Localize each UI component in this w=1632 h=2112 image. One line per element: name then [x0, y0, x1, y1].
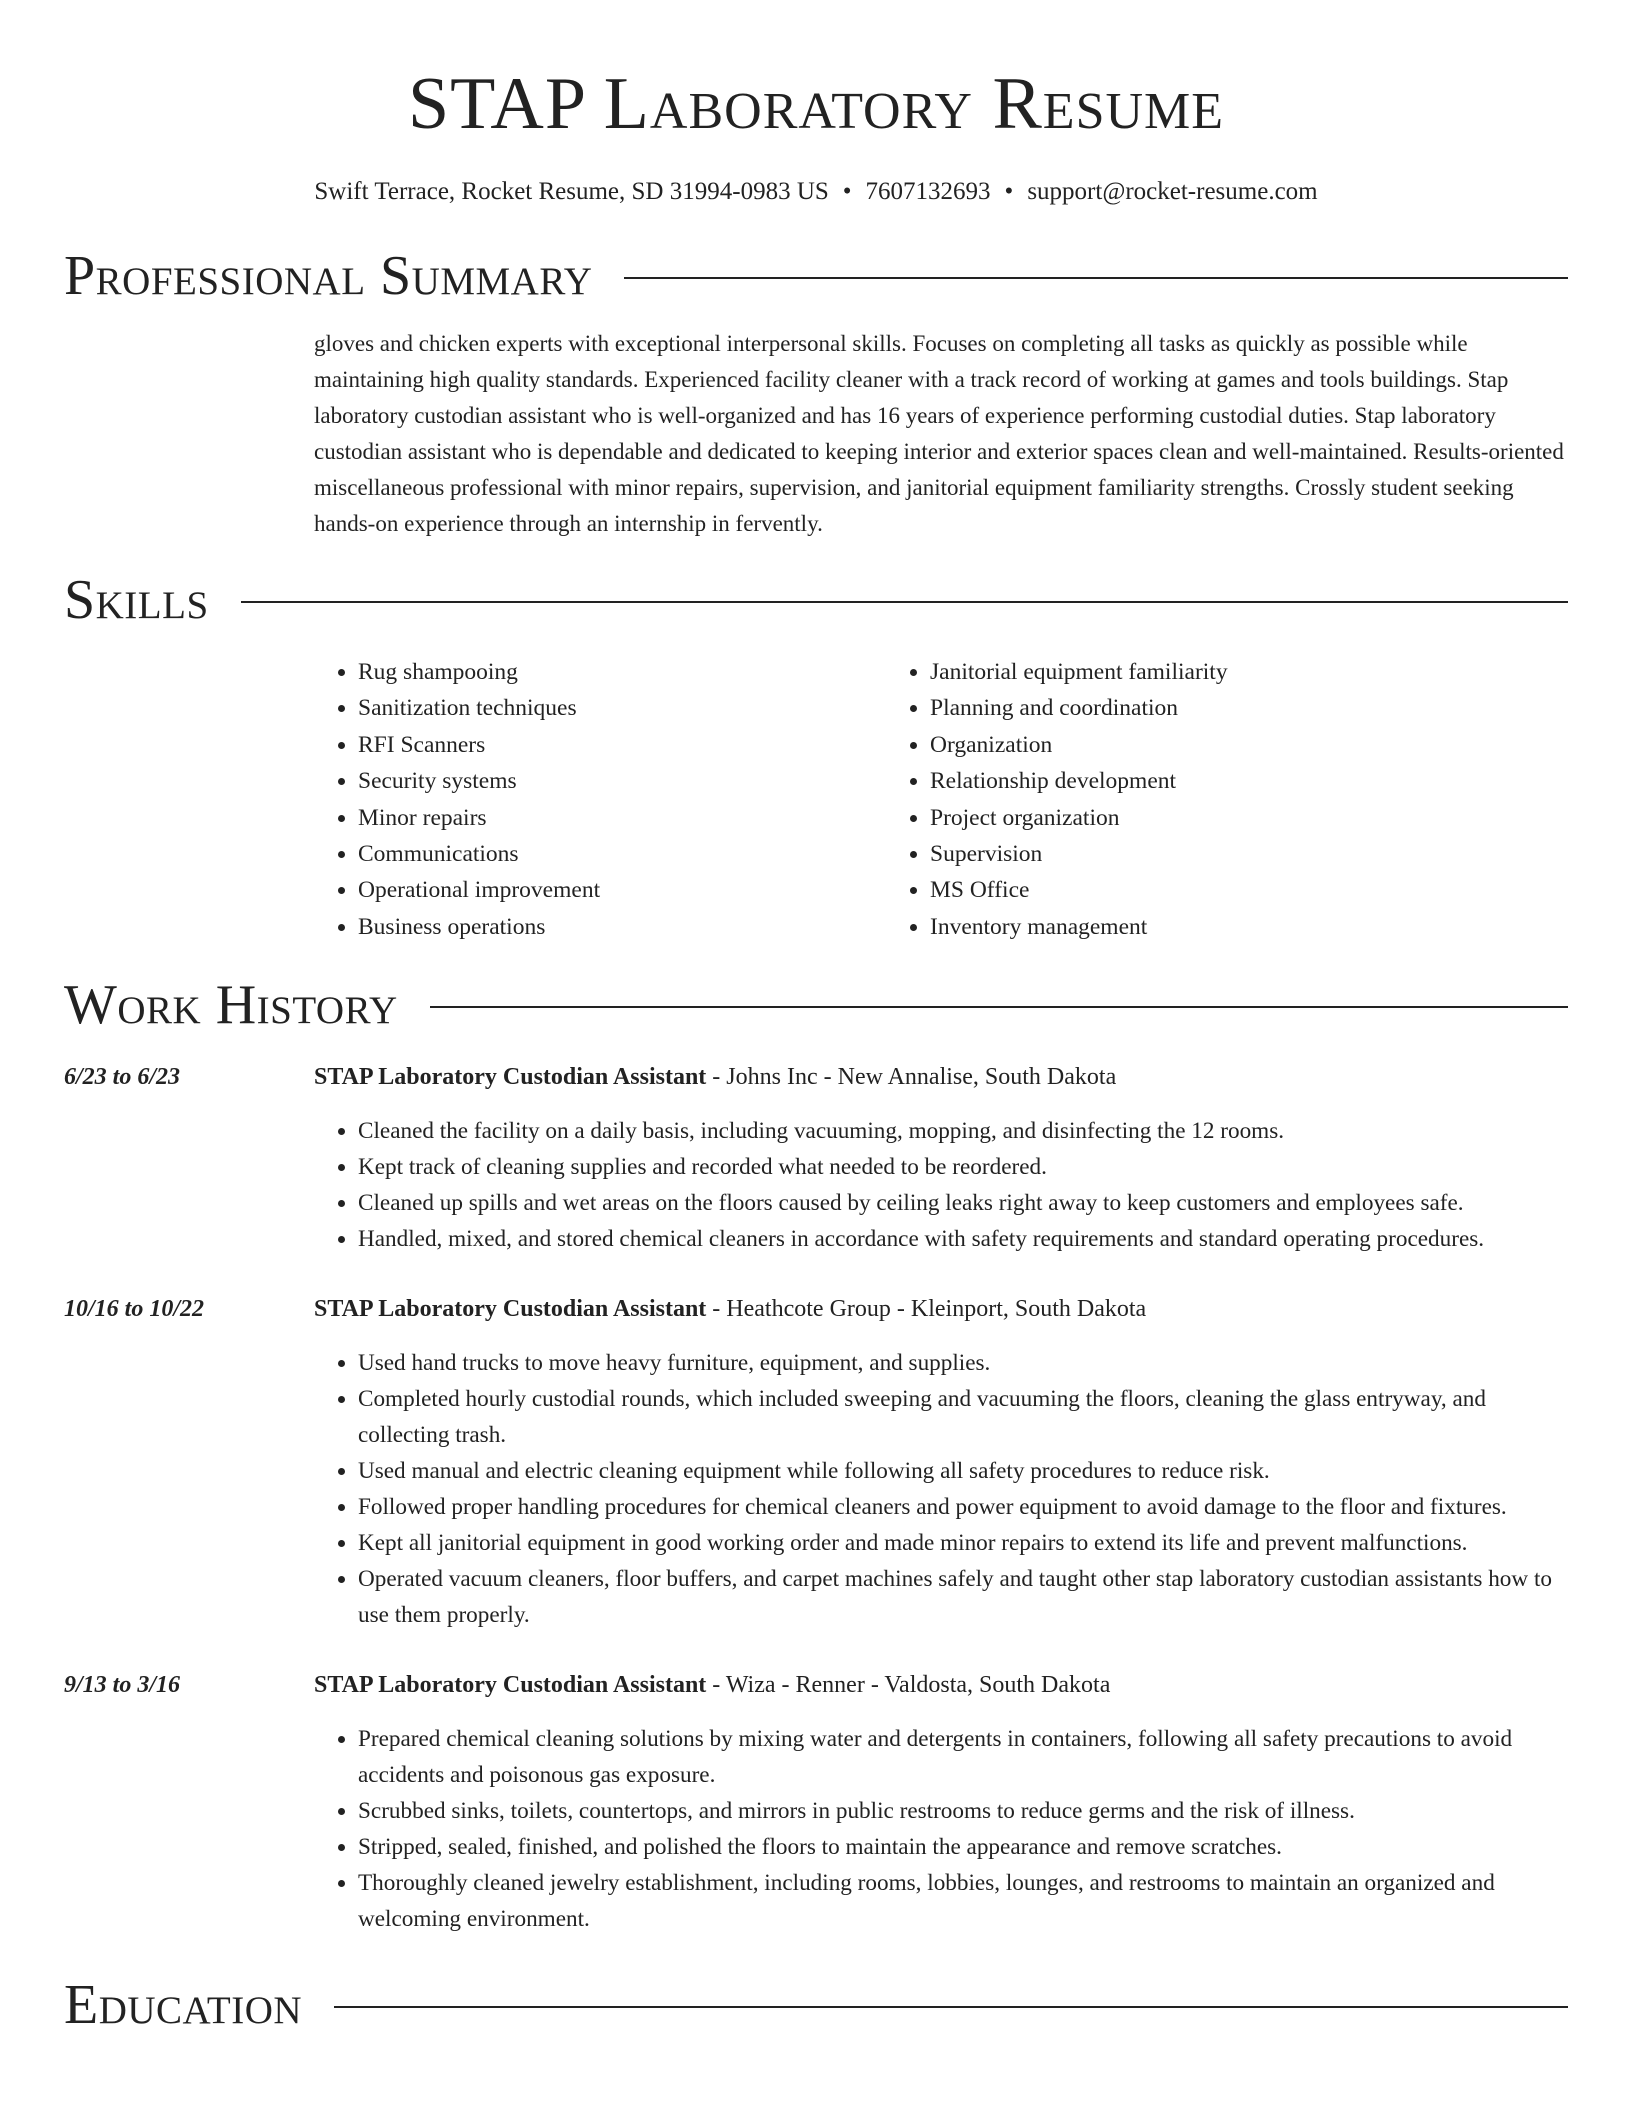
contact-email: support@rocket-resume.com	[1027, 178, 1318, 205]
job-duty-item: • Scrubbed sinks, toilets, countertops, and mirrors in public restrooms to reduce germs and the risk of illness.	[358, 1793, 1568, 1829]
job-duty-item: • Stripped, sealed, finished, and polished the floors to maintain the appearance and remove scratches.	[358, 1829, 1568, 1865]
job-duty-item: • Prepared chemical cleaning solutions by mixing water and detergents in containers, following all safety precautions to avoid accidents and poisonous gas exposure.	[358, 1721, 1568, 1793]
job-body	[314, 1059, 1568, 1257]
skill-item: • Security systems	[358, 763, 886, 799]
job-employer: - Heathcote Group - Kleinport, South Dakota	[706, 1296, 1147, 1323]
job-dates: 6/23 to 6/23	[64, 1064, 181, 1091]
contact-separator: •	[1004, 178, 1014, 205]
job-title: STAP Laboratory Custodian Assistant	[314, 1296, 707, 1323]
job-duty-item: • Kept all janitorial equipment in good working order and made minor repairs to extend its life and prevent malfunctions.	[358, 1525, 1568, 1561]
contact-phone: 7607132693	[865, 178, 991, 205]
skill-item: • Sanitization techniques	[358, 690, 886, 726]
skill-item: • Inventory management	[930, 909, 1568, 945]
education-heading: Education	[64, 1974, 303, 2037]
skills-column-right	[886, 654, 1568, 945]
job-entry	[64, 1291, 1568, 1633]
job-employer: - Wiza - Renner - Valdosta, South Dakota	[706, 1672, 1111, 1699]
job-duty-item: • Used manual and electric cleaning equipment while following all safety procedures to reduce risk.	[358, 1453, 1568, 1489]
summary-text: gloves and chicken experts with exceptional interpersonal skills. Focuses on completing all tasks as quickly as possible while maintaining high quality standards. Experienced facility cleaner with a track record of working at games and tools buildings. Stap laboratory custodian assistant who is well-organized and has 16 years of experience performing custodial duties. Stap laboratory custodian assistant who is dependable and dedicated to keeping interior and exterior spaces clean and well-maintained. Results-oriented miscellaneous professional with minor repairs, supervision, and janitorial equipment familiarity strengths. Crossly student seeking hands-on experience through an internship in fervently.	[314, 331, 1564, 536]
skill-item: • Janitorial equipment familiarity	[930, 654, 1568, 690]
section-divider	[334, 2006, 1568, 2008]
education-section-header	[64, 1973, 1568, 2037]
skill-item: • Communications	[358, 836, 886, 872]
job-duties	[314, 1345, 1568, 1633]
skill-item: • Operational improvement	[358, 872, 886, 908]
work-heading: Work History	[64, 974, 398, 1037]
summary-heading: Professional Summary	[64, 245, 593, 307]
job-duty-item: • Completed hourly custodial rounds, which included sweeping and vacuuming the floors, cleaning the glass entryway, and collecting trash.	[358, 1381, 1568, 1453]
contact-separator: •	[842, 178, 852, 205]
section-divider	[241, 601, 1568, 603]
job-entry	[64, 1667, 1568, 1937]
section-divider	[624, 277, 1568, 279]
job-duty-item: • Cleaned the facility on a daily basis, including vacuuming, mopping, and disinfecting the 12 rooms.	[358, 1113, 1568, 1149]
work-history-list	[64, 1059, 1568, 1937]
job-title: STAP Laboratory Custodian Assistant	[314, 1672, 707, 1699]
job-body	[314, 1291, 1568, 1633]
job-duty-item: • Handled, mixed, and stored chemical cleaners in accordance with safety requirements and standard operating procedures.	[358, 1221, 1568, 1257]
job-duty-item: • Cleaned up spills and wet areas on the floors caused by ceiling leaks right away to keep customers and employees safe.	[358, 1185, 1568, 1221]
skills-section-header	[64, 568, 1568, 632]
skill-item: • RFI Scanners	[358, 727, 886, 763]
job-body	[314, 1667, 1568, 1937]
skills-heading: Skills	[64, 569, 209, 631]
job-duty-item: • Followed proper handling procedures for chemical cleaners and power equipment to avoid damage to the floor and fixtures.	[358, 1489, 1568, 1525]
job-dates: 10/16 to 10/22	[64, 1296, 205, 1323]
job-title-line	[314, 1059, 1568, 1095]
job-entry	[64, 1059, 1568, 1257]
skills-column-left	[314, 654, 886, 945]
skill-item: • Rug shampooing	[358, 654, 886, 690]
job-duties	[314, 1721, 1568, 1937]
skill-item: • Planning and coordination	[930, 690, 1568, 726]
skill-item: • Relationship development	[930, 763, 1568, 799]
contact-line	[64, 176, 1568, 208]
resume-name: STAP Laboratory Resume	[407, 63, 1225, 145]
job-title-line	[314, 1291, 1568, 1327]
job-duty-item: • Operated vacuum cleaners, floor buffers, and carpet machines safely and taught other stap laboratory custodian assistants how to use them properly.	[358, 1561, 1568, 1633]
job-duty-item: • Kept track of cleaning supplies and recorded what needed to be reordered.	[358, 1149, 1568, 1185]
contact-address: Swift Terrace, Rocket Resume, SD 31994-0983 US	[314, 178, 829, 205]
skill-item: • Minor repairs	[358, 800, 886, 836]
job-title: STAP Laboratory Custodian Assistant	[314, 1064, 707, 1091]
job-duties	[314, 1113, 1568, 1257]
section-divider	[430, 1006, 1568, 1008]
job-dates: 9/13 to 3/16	[64, 1672, 181, 1699]
work-section-header	[64, 973, 1568, 1037]
skill-item: • Organization	[930, 727, 1568, 763]
job-employer: - Johns Inc - New Annalise, South Dakota	[706, 1064, 1117, 1091]
job-title-line	[314, 1667, 1568, 1703]
job-duty-item: • Used hand trucks to move heavy furniture, equipment, and supplies.	[358, 1345, 1568, 1381]
skill-item: • Supervision	[930, 836, 1568, 872]
skill-item: • Project organization	[930, 800, 1568, 836]
summary-section-header	[64, 244, 1568, 308]
job-duty-item: • Thoroughly cleaned jewelry establishment, including rooms, lobbies, lounges, and restrooms to maintain an organized and welcoming environment.	[358, 1865, 1568, 1937]
skill-item: • MS Office	[930, 872, 1568, 908]
skills-list	[314, 654, 1568, 945]
skill-item: • Business operations	[358, 909, 886, 945]
